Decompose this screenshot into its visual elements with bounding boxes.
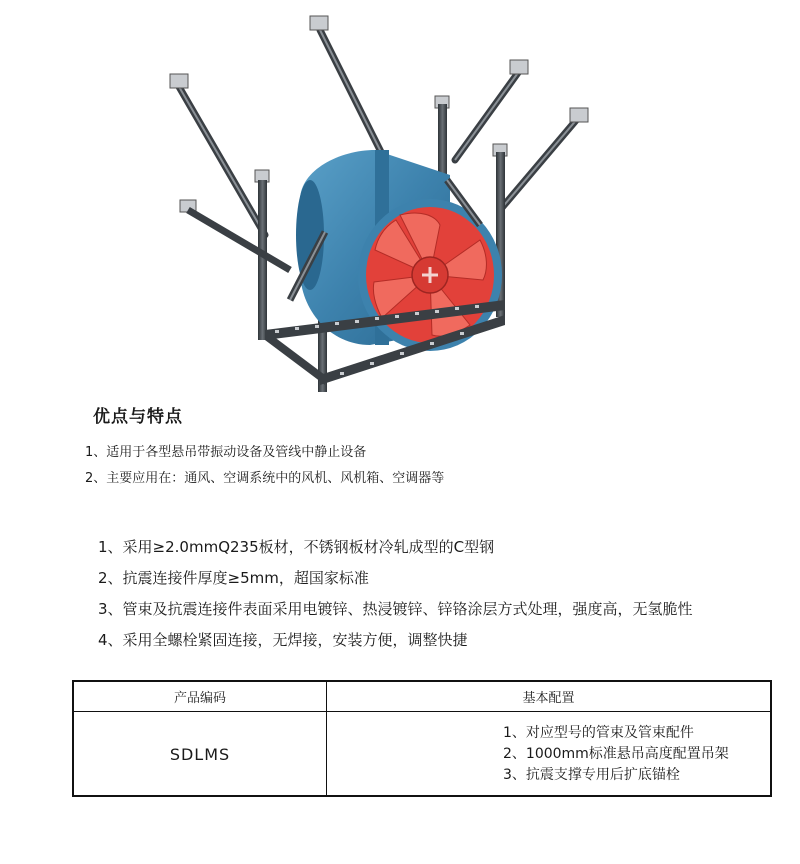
feature-item: 2、抗震连接件厚度≥5mm，超国家标准 <box>98 569 369 587</box>
header-product-code: 产品编码 <box>74 682 327 711</box>
usage-list <box>85 440 444 492</box>
fan-seismic-support-illustration <box>150 0 610 400</box>
feature-list <box>98 532 693 656</box>
header-basic-config: 基本配置 <box>522 691 575 706</box>
feature-item: 1、采用≥2.0mmQ235板材，不锈钢板材冷轧成型的C型钢 <box>98 538 495 556</box>
table-row <box>74 712 770 797</box>
config-item: 3、抗震支撑专用后扩底锚栓 <box>503 767 680 783</box>
usage-item: 1、适用于各型悬吊带振动设备及管线中静止设备 <box>85 445 367 460</box>
config-item: 1、对应型号的管束及管束配件 <box>503 725 694 741</box>
spec-table <box>72 680 772 797</box>
config-item: 2、1000mm标准悬吊高度配置吊架 <box>503 746 729 762</box>
product-code-cell: SDLMS <box>74 712 327 797</box>
config-cell <box>327 712 770 797</box>
section-heading: 优点与特点 <box>93 407 183 427</box>
table-header-row <box>74 682 770 712</box>
usage-item: 2、主要应用在：通风、空调系统中的风机、风机箱、空调器等 <box>85 471 445 486</box>
feature-item: 3、管束及抗震连接件表面采用电镀锌、热浸镀锌、锌铬涂层方式处理，强度高，无氢脆性 <box>98 600 693 618</box>
feature-item: 4、采用全螺栓紧固连接，无焊接，安装方便，调整快捷 <box>98 631 468 649</box>
